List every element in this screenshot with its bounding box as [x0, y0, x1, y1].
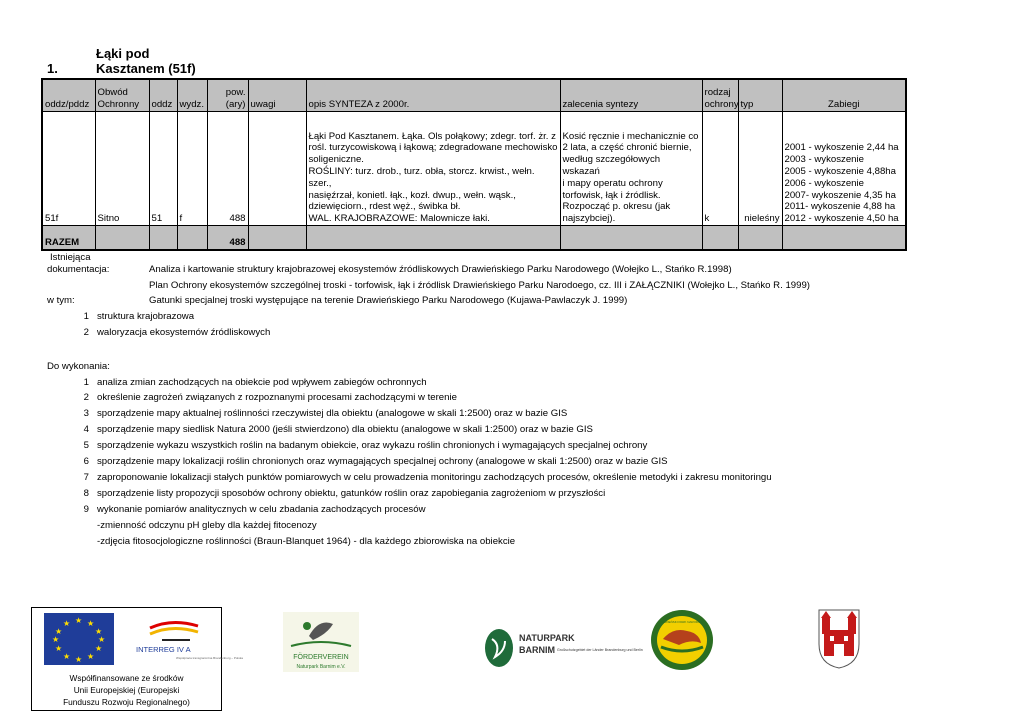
naturpark-barnim-logo	[483, 627, 643, 669]
todo-number: 2	[83, 392, 89, 403]
doc-sub-item: waloryzacja ekosystemów źródliskowych	[97, 327, 271, 338]
city-coat-of-arms-icon	[817, 608, 861, 670]
cell-typ: nieleśny	[738, 112, 782, 226]
cell-wydz: f	[177, 112, 207, 226]
cell-pow: 488	[207, 112, 248, 226]
doc-sub-number: 2	[83, 327, 89, 338]
header-oddz-pddz: oddz/pddz	[42, 79, 95, 112]
eu-cofunding-box	[31, 607, 243, 711]
table-sum-row	[42, 226, 906, 251]
header-zalecenia: zalecenia syntezy	[560, 79, 702, 112]
interreg-label: INTERREG IV A	[136, 645, 191, 654]
todo-item: analiza zmian zachodzących na obiekcie pod wpływem zabiegów ochronnych	[97, 377, 427, 388]
todo-number: 1	[83, 377, 89, 388]
table-row	[42, 112, 906, 226]
doc-item-1: Analiza i kartowanie struktury krajobrazowej ekosystemów źródliskowych Drawieńskiego Parku Narodowego (Wołejko L., Stańko R.1998)	[149, 264, 732, 275]
interreg-logo	[132, 614, 243, 666]
todo-number: 9	[83, 504, 89, 515]
todo-number: 6	[83, 456, 89, 467]
doc-wtym-label: w tym:	[47, 295, 75, 306]
todo-item: wykonanie pomiarów analitycznych w celu zbadania zachodzących procesów	[97, 504, 426, 515]
eu-caption: Współfinansowane ze środków Unii Europejskiej (Europejski Funduszu Rozwoju Regionalnego)	[63, 673, 190, 707]
todo-number: 3	[83, 408, 89, 419]
todo-number: 8	[83, 488, 89, 499]
naturpark-label-1: NATURPARK	[519, 633, 575, 643]
cell-rodzaj: k	[702, 112, 738, 226]
page-number: 1.	[47, 61, 58, 76]
sum-pow: 488	[207, 226, 248, 251]
header-oddz: oddz	[149, 79, 177, 112]
todo-item: sporządzenie mapy lokalizacji roślin chronionych oraz wymagających specjalnej ochrony (analogowe w skali 1:2500) oraz w bazie GIS	[97, 456, 668, 467]
doc-item-2: Plan Ochrony ekosystemów szczególnej troski - torfowisk, łąk i źródlisk Drawieńskiego Parku Narodoego, cz. III i ZAŁĄCZNIKI (Wołejko L., Stańko R. 1999)	[149, 280, 810, 291]
todo-extra: -zmienność odczynu pH gleby dla każdej fitocenozy	[97, 520, 317, 531]
cell-oddz: 51	[149, 112, 177, 226]
header-wydz: wydz.	[177, 79, 207, 112]
todo-item: sporządzenie mapy siedlisk Natura 2000 (jeśli stwierdzono) dla obiektu (analogowe w skali 1:2500) oraz w bazie GIS	[97, 424, 593, 435]
todo-item: sporządzenie mapy aktualnej roślinności rzeczywistej dla obiektu (analogowe w skali 1:2500) oraz w bazie GIS	[97, 408, 568, 419]
naturpark-label-2: BARNIM	[519, 645, 555, 655]
todo-number: 4	[83, 424, 89, 435]
doc-sub-item: struktura krajobrazowa	[97, 311, 195, 322]
cell-zabiegi: 2001 - wykoszenie 2,44 ha 2003 - wykoszenie 2005 - wykoszenie 4,88ha 2006 - wykoszenie 2007- wykoszenie 4,35 ha 2011- wykoszenie 4,88 ha 2012 - wykoszenie 4,50 ha	[782, 112, 906, 226]
dpn-label: DRAWIEŃSKI PARK NARODOWY	[658, 620, 706, 624]
todo-label: Do wykonania:	[47, 361, 110, 372]
cell-opis: Łąki Pod Kasztanem. Łąka. Ols połąkowy; zdegr. torf. żr. z rośl. turzycowiskową i łąkową; zdegradowane mechowisko soligeniczne. ROŚLINY: turz. drob., turz. obła, storcz. krwist., wełn. szer., nasięźrzał, konietl. łąk., kozł. dwup., wełn. wąsk., dziewięciorn., rdest węż., świbka bł. WAL. KRAJOBRAZOWE: Malownicze łaki.	[306, 112, 560, 226]
doc-sub-number: 1	[83, 311, 89, 322]
doc-label-1: Istniejąca	[50, 252, 91, 263]
page-title: Łąki pod Kasztanem (51f)	[96, 46, 196, 76]
todo-number: 7	[83, 472, 89, 483]
header-uwagi: uwagi	[248, 79, 306, 112]
doc-label-2: dokumentacja:	[47, 264, 110, 275]
drawienski-park-logo	[649, 609, 715, 671]
todo-extra: -zdjęcia fitosocjologiczne roślinności (Braun-Blanquet 1964) - dla każdego zbiorowiska na obiekcie	[97, 536, 516, 547]
sum-label: RAZEM	[42, 226, 95, 251]
header-obwod: Obwód Ochronny	[95, 79, 149, 112]
header-opis: opis SYNTEZA z 2000r.	[306, 79, 560, 112]
todo-item: sporządzenie listy propozycji sposobów ochrony obiektu, gatunków roślin oraz zapobiegania zagrożeniom w przyszłości	[97, 488, 606, 499]
todo-number: 5	[83, 440, 89, 451]
todo-item: zaproponowanie lokalizacji stałych punktów pomiarowych w celu prowadzenia monitoringu zachodzących procesów, określenie metodyki i zakresu monitoringu	[97, 472, 772, 483]
cell-zalecenia: Kosić ręcznie i mechanicznie co 2 lata, a część chronić biernie, według szczegółowych wskazań i mapy operatu ochrony torfowisk, łąk i źródlisk. Rozpocząć p. okresu (jak najszybciej).	[560, 112, 702, 226]
todo-item: sporządzenie wykazu wszystkich roślin na badanym obiekcie, oraz wykazu roślin chronionych i wymagających specjalnej ochrony	[97, 440, 648, 451]
eu-flag-icon: ★ ★ ★ ★ ★ ★ ★ ★ ★ ★ ★ ★	[44, 613, 114, 665]
naturpark-sub-label: Großschutzgebiet der Länder Brandenburg und Berlin	[557, 648, 643, 652]
cell-obwod: Sitno	[95, 112, 149, 226]
forderverein-label: FÖRDERVEREIN	[293, 654, 349, 661]
forderverein-sub-label: Naturpark Barnim e.V.	[296, 664, 346, 670]
object-table	[41, 78, 907, 251]
cell-uwagi	[248, 112, 306, 226]
todo-item: określenie zagrożeń związanych z rozpoznanymi procesami zachodzącymi w terenie	[97, 392, 457, 403]
interreg-small-label: Współpraca transgraniczna Brandenburg – Polska	[176, 656, 243, 660]
header-pow: pow. (ary)	[207, 79, 248, 112]
header-rodzaj: rodzaj ochrony	[702, 79, 738, 112]
doc-wtym-text: Gatunki specjalnej troski występujące na terenie Drawieńskiego Parku Narodowego (Kujawa-Pawlaczyk J. 1999)	[149, 295, 628, 306]
table-header	[42, 79, 906, 112]
header-zabiegi: Zabiegi	[782, 79, 906, 112]
cell-oddz-pddz: 51f	[42, 112, 95, 226]
forderverein-logo	[283, 612, 359, 672]
header-typ: typ	[738, 79, 782, 112]
